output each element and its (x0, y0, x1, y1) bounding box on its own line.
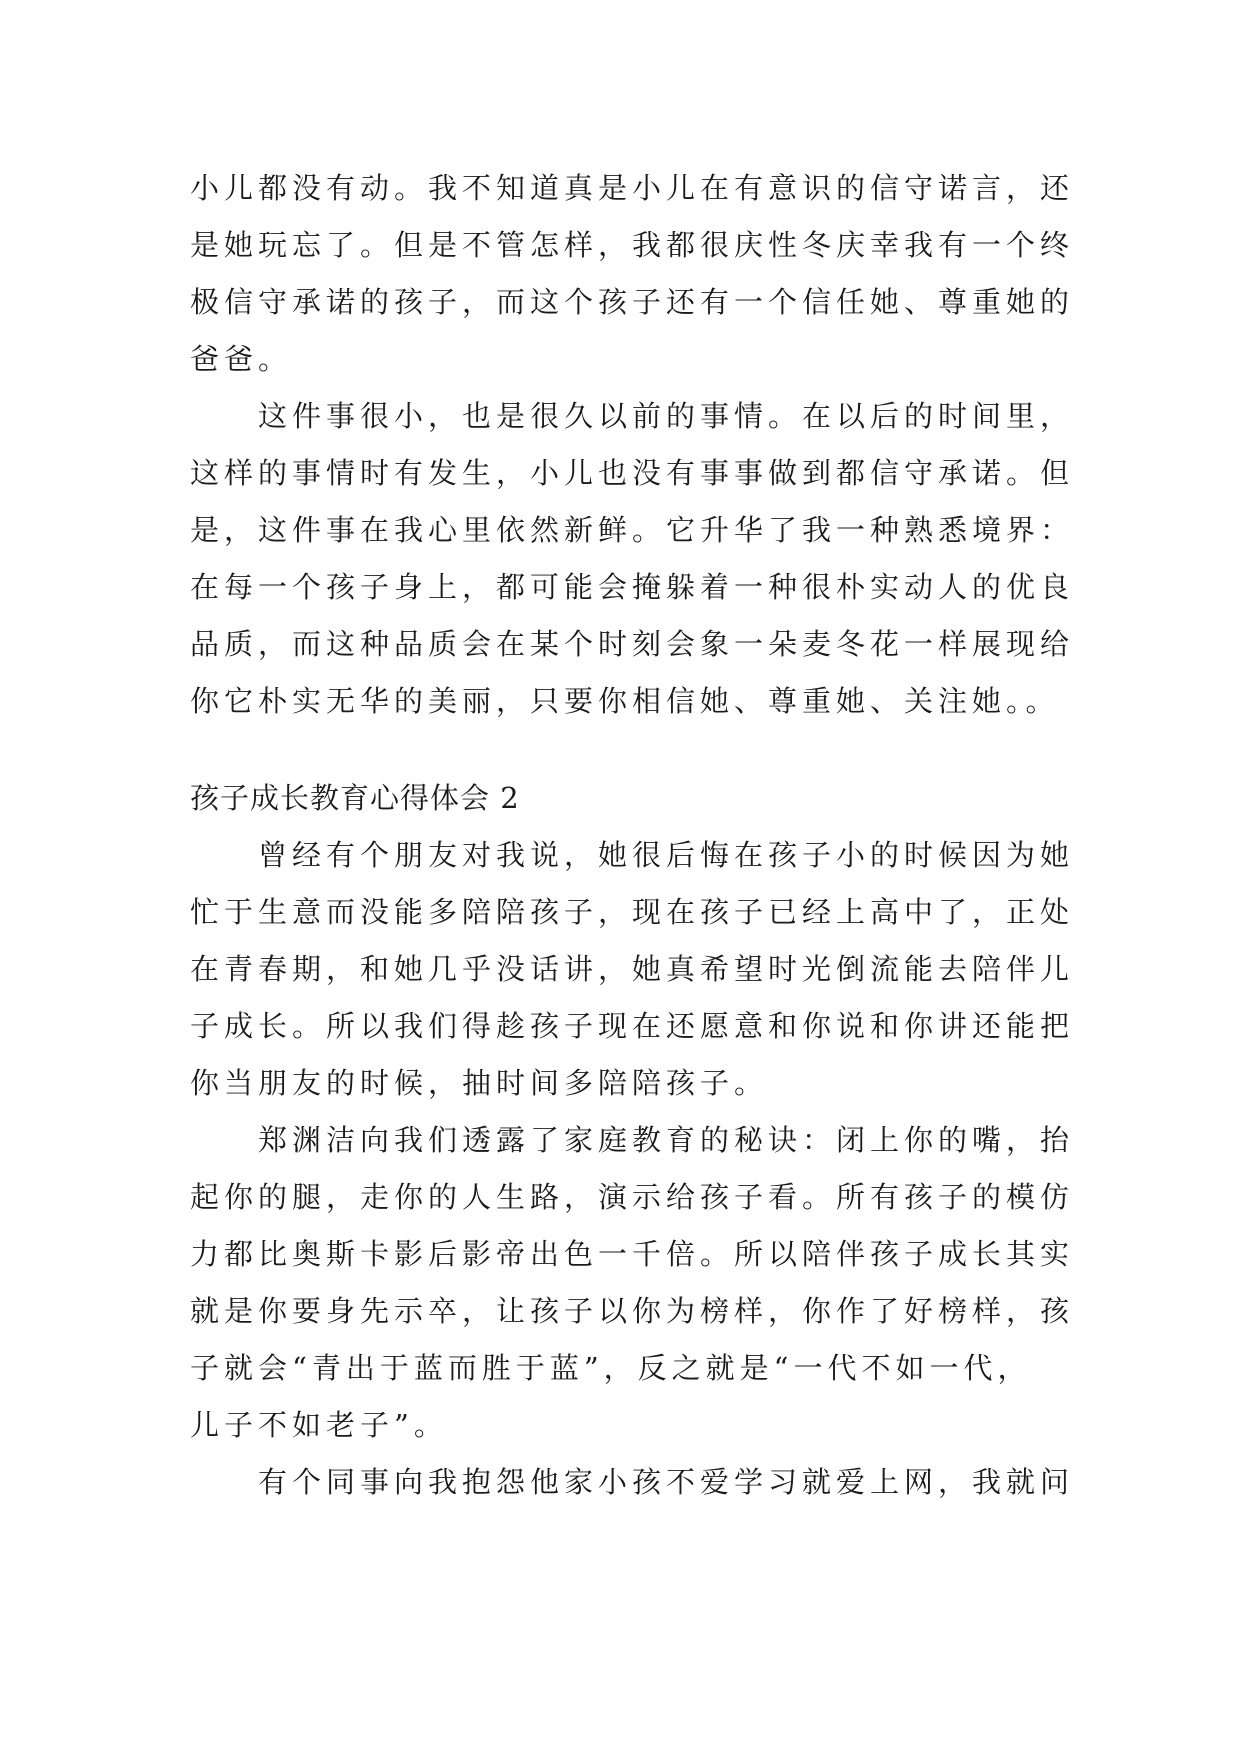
text-line: 儿子不如老子”。 (190, 1408, 448, 1442)
text-line: 力都比奥斯卡影后影帝出色一千倍。所以陪伴孩子成长其实 (190, 1237, 1075, 1271)
text-line: 小儿都没有动。我不知道真是小儿在有意识的信守诺言，还 (190, 171, 1075, 205)
text-line: 就是你要身先示卒，让孩子以你为榜样，你作了好榜样，孩 (190, 1294, 1075, 1328)
text-line: 起你的腿，走你的人生路，演示给孩子看。所有孩子的模仿 (190, 1180, 1075, 1214)
text-line: 你当朋友的时候，抽时间多陪陪孩子。 (190, 1066, 769, 1100)
text-line: 这样的事情时有发生，小儿也没有事事做到都信守承诺。但 (190, 456, 1075, 490)
document-body (190, 160, 1075, 1511)
text-line: 你它朴实无华的美丽，只要你相信她、尊重她、关注她。。 (190, 684, 1060, 718)
text-line: 子成长。所以我们得趁孩子现在还愿意和你说和你讲还能把 (190, 1009, 1075, 1043)
paragraph-first-line: 郑渊洁向我们透露了家庭教育的秘诀：闭上你的嘴，抬 (258, 1123, 1075, 1157)
section-gap (190, 730, 1060, 770)
paragraph-first-line: 这件事很小，也是很久以前的事情。在以后的时间里， (258, 399, 1075, 433)
text-line: 是她玩忘了。但是不管怎样，我都很庆性冬庆幸我有一个终 (190, 228, 1075, 262)
paragraph-first-line: 有个同事向我抱怨他家小孩不爱学习就爱上网，我就问 (258, 1465, 1075, 1499)
text-line: 子就会“青出于蓝而胜于蓝”，反之就是“一代不如一代， (190, 1351, 1032, 1385)
text-line: 忙于生意而没能多陪陪孩子，现在孩子已经上高中了，正处 (190, 895, 1075, 929)
text-line: 极信守承诺的孩子，而这个孩子还有一个信任她、尊重她的 (190, 285, 1075, 319)
text-line: 爸爸。 (190, 342, 293, 376)
text-line: 在每一个孩子身上，都可能会掩躲着一种很朴实动人的优良 (190, 570, 1075, 604)
section-heading: 孩子成长教育心得体会 2 (190, 781, 520, 815)
text-line: 品质，而这种品质会在某个时刻会象一朵麦冬花一样展现给 (190, 627, 1075, 661)
text-line: 在青春期，和她几乎没话讲，她真希望时光倒流能去陪伴儿 (190, 952, 1075, 986)
paragraph-first-line: 曾经有个朋友对我说，她很后悔在孩子小的时候因为她 (258, 838, 1075, 872)
text-line: 是，这件事在我心里依然新鲜。它升华了我一种熟悉境界： (190, 513, 1075, 547)
